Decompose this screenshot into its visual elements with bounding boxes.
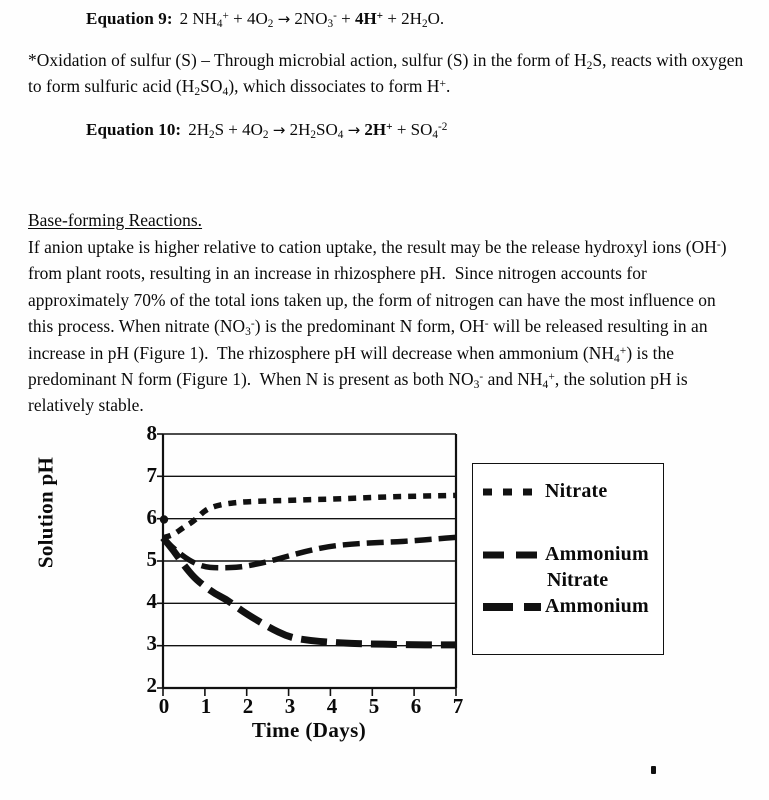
x-tick-label: 2 <box>242 694 254 718</box>
base-forming-paragraph: If anion uptake is higher relative to cation uptake, the result may be the release hydroxyl ions (OH-) from plant roots, resulting in an increase in rhizosphere pH. Since nitrogen accounts for approximately 70% of the total ions taken up, the form of nitrogen can have the most influence on this process. When nitrate $(NO_3^-)$ is the predominant N form, OH- will be released resulting in an increase in pH (Figure 1). The rhizosphere pH will decrease when ammonium $(NH_4^+)$ is the predominant N form (Figure 1). When N is present as both $NO_3^-$ and $NH_4^+$, the solution pH is relatively stable. <box>28 237 727 416</box>
dotted-swatch-icon <box>481 485 543 499</box>
dashed-swatch-icon <box>481 548 543 562</box>
legend-item-ammonium-nitrate <box>481 543 649 566</box>
y-tick-label: 3 <box>146 631 157 655</box>
x-axis-title: Time (Days) <box>251 718 367 742</box>
y-axis-title: Solution pH <box>33 456 58 569</box>
x-tick-label: 3 <box>284 694 296 718</box>
x-axis-ticks <box>163 688 456 696</box>
x-tick-label: 7 <box>452 694 464 718</box>
x-tick-label: 0 <box>158 694 170 718</box>
legend-label: Ammonium <box>545 543 649 565</box>
series-line <box>163 538 456 645</box>
equation-10-body: $2H_2S + 4O_2 \to 2H_2SO_4 \to 2H^+ + SO_4^{-2}$ <box>188 120 448 141</box>
scan-artifact-speck <box>651 766 656 774</box>
data-series-layer <box>163 495 456 644</box>
y-tick-label: 4 <box>146 589 157 613</box>
series-line <box>163 537 456 567</box>
x-tick-label: 4 <box>326 694 338 718</box>
x-tick-label: 1 <box>200 694 212 718</box>
series-line <box>163 495 456 537</box>
equation-9-body: 2 $NH_4^+ + 4O_2 \to 2NO_3^- + 4H^+ + 2H_2O$. <box>179 9 445 30</box>
sulfur-oxidation-paragraph: *Oxidation of sulfur (S) – Through microbial action, sulfur (S) in the form of $H_2S$, reacts with oxygen to form sulfuric acid $(H_2SO_4)$, which dissociates to form H+. <box>28 50 744 99</box>
legend-item-ammonium <box>481 595 649 618</box>
legend-label: Ammonium <box>545 595 649 617</box>
y-tick-label: 6 <box>146 505 157 529</box>
legend-item-nitrate <box>481 480 607 503</box>
long-dash-swatch-icon <box>481 600 543 614</box>
legend-label: Nitrate <box>545 480 608 502</box>
start-point-marker <box>160 515 168 523</box>
y-tick-label: 7 <box>146 463 157 487</box>
equation-9-label: Equation 9: <box>86 9 173 28</box>
chart-legend <box>472 463 664 655</box>
x-tick-label: 5 <box>368 694 380 718</box>
base-forming-heading: Base-forming Reactions. <box>28 210 203 230</box>
legend-label-line2: Nitrate <box>547 569 609 591</box>
y-tick-label: 5 <box>146 547 157 571</box>
x-tick-label: 6 <box>410 694 422 718</box>
grid-lines <box>163 434 456 646</box>
equation-10-label: Equation 10: <box>86 120 182 139</box>
y-tick-label: 8 <box>146 421 157 445</box>
y-tick-label: 2 <box>146 673 157 697</box>
